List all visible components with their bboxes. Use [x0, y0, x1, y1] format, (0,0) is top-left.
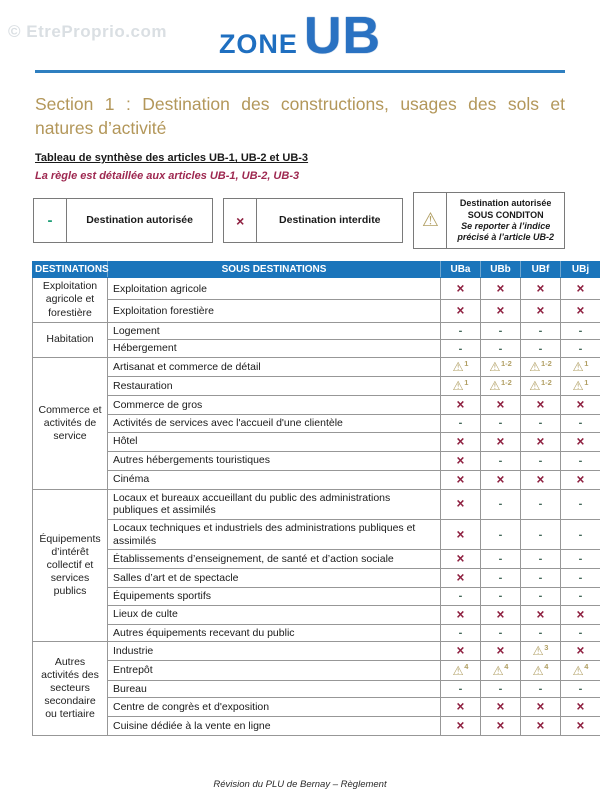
- dash-icon: -: [578, 417, 583, 430]
- cell-authorized: [561, 489, 600, 519]
- sub-destination-cell: Locaux techniques et industriels des administrations publiques et assimilés: [108, 519, 441, 549]
- synthesis-heading: Tableau de synthèse des articles UB-1, UB-2 et UB-3: [35, 152, 309, 165]
- cell-authorized: [561, 550, 600, 569]
- column-header-ubb: UBb: [481, 262, 521, 278]
- legend-conditional-line2: SOUS CONDITON: [467, 209, 544, 220]
- warning-icon: ⚠︎$^4$: [492, 662, 509, 678]
- table-row: [33, 415, 600, 433]
- dash-icon: -: [498, 553, 503, 566]
- warning-icon: ⚠︎$^{1-2}$: [529, 377, 552, 394]
- zone-label: ZONE: [218, 29, 298, 59]
- table-header: [33, 262, 600, 278]
- cell-authorized: [481, 569, 521, 588]
- cross-icon: ×: [496, 397, 505, 413]
- cross-icon: ×: [456, 551, 465, 567]
- cross-icon: ×: [456, 471, 465, 487]
- cross-icon: ×: [496, 433, 505, 449]
- legend: [33, 192, 565, 249]
- cell-forbidden: [561, 432, 600, 451]
- warning-icon: ⚠︎$^3$: [532, 643, 549, 659]
- table-row: [33, 322, 600, 340]
- warning-index: 1: [584, 377, 589, 387]
- table-row: [33, 451, 600, 470]
- table-row: [33, 624, 600, 642]
- cell-forbidden: [481, 470, 521, 489]
- cross-icon: ×: [576, 699, 585, 715]
- cross-icon: ×: [576, 397, 585, 413]
- legend-conditional-line3: Se reporter à l’indice: [461, 220, 551, 231]
- sub-destination-cell: Logement: [108, 322, 441, 340]
- cross-icon: ×: [536, 397, 545, 413]
- warning-icon: ⚠︎$^1$: [452, 358, 469, 374]
- cross-icon: ×: [496, 718, 505, 734]
- cell-forbidden: [521, 605, 561, 624]
- destinations-table: [32, 261, 600, 736]
- sub-destination-cell: Industrie: [108, 642, 441, 661]
- cell-forbidden: [481, 432, 521, 451]
- cell-conditional: [481, 376, 521, 395]
- dash-icon: -: [538, 572, 543, 585]
- table-row: [33, 588, 600, 606]
- dash-icon: -: [538, 498, 543, 511]
- cell-forbidden: [441, 451, 481, 470]
- cell-authorized: [481, 588, 521, 606]
- dash-icon: -: [538, 553, 543, 566]
- sub-destination-cell: Salles d’art et de spectacle: [108, 569, 441, 588]
- cell-authorized: [481, 680, 521, 698]
- sub-destination-cell: Équipements sportifs: [108, 588, 441, 606]
- rule-note: La règle est détaillée aux articles UB-1, UB-2, UB-3: [35, 170, 300, 183]
- cell-conditional: [521, 376, 561, 395]
- legend-authorized: [33, 198, 213, 243]
- table-row: [33, 519, 600, 549]
- warning-icon: ⚠︎: [414, 193, 447, 248]
- table-row: [33, 300, 600, 322]
- cross-icon: ×: [576, 303, 585, 319]
- cell-conditional: [441, 357, 481, 376]
- dash-icon: -: [498, 417, 503, 430]
- cell-authorized: [561, 624, 600, 642]
- dash-icon: -: [538, 454, 543, 467]
- destination-group-cell: Autres activités des secteurs secondaire ou tertiaire: [33, 642, 108, 736]
- table-row: [33, 661, 600, 680]
- dash-icon: -: [458, 342, 463, 355]
- dash-icon: -: [458, 682, 463, 695]
- cell-authorized: [521, 680, 561, 698]
- table-row: [33, 376, 600, 395]
- sub-destination-cell: Exploitation forestière: [108, 300, 441, 322]
- table-row: [33, 432, 600, 451]
- dash-icon: -: [498, 342, 503, 355]
- cross-icon: ×: [496, 699, 505, 715]
- cell-forbidden: [521, 278, 561, 300]
- cross-icon: ×: [456, 433, 465, 449]
- cell-authorized: [561, 680, 600, 698]
- dash-icon: -: [578, 528, 583, 541]
- cell-forbidden: [521, 432, 561, 451]
- cross-icon: ×: [576, 606, 585, 622]
- cross-icon: ×: [576, 643, 585, 659]
- cell-forbidden: [441, 569, 481, 588]
- column-header-destinations: DESTINATIONS: [33, 262, 108, 278]
- cell-forbidden: [561, 396, 600, 415]
- legend-conditional-line1: Destination autorisée: [459, 198, 552, 209]
- cross-icon: ×: [496, 606, 505, 622]
- column-header-uba: UBa: [441, 262, 481, 278]
- cross-icon: ×: [536, 718, 545, 734]
- cross-icon: ×: [456, 606, 465, 622]
- sub-destination-cell: Cinéma: [108, 470, 441, 489]
- cell-forbidden: [441, 489, 481, 519]
- cross-icon: ×: [536, 699, 545, 715]
- table-row: [33, 569, 600, 588]
- cross-icon: ×: [456, 718, 465, 734]
- sub-destination-cell: Commerce de gros: [108, 396, 441, 415]
- cell-forbidden: [481, 642, 521, 661]
- sub-destination-cell: Hébergement: [108, 340, 441, 358]
- cross-icon: ×: [536, 606, 545, 622]
- cell-forbidden: [561, 470, 600, 489]
- cell-forbidden: [441, 698, 481, 717]
- destination-group-cell: Habitation: [33, 322, 108, 357]
- cell-authorized: [561, 569, 600, 588]
- dash-icon: -: [538, 528, 543, 541]
- cell-forbidden: [441, 642, 481, 661]
- section-title: Section 1 : Destination des constructions, usages des sols et natures d’activité: [35, 94, 565, 138]
- sub-destination-cell: Bureau: [108, 680, 441, 698]
- cross-icon: ×: [576, 471, 585, 487]
- cell-authorized: [481, 415, 521, 433]
- sub-destination-cell: Entrepôt: [108, 661, 441, 680]
- warning-icon: ⚠︎$^{1-2}$: [489, 358, 512, 374]
- cross-icon: ×: [456, 452, 465, 468]
- cross-icon: ×: [536, 280, 545, 296]
- cell-conditional: [481, 357, 521, 376]
- cell-forbidden: [481, 300, 521, 322]
- cell-forbidden: [481, 278, 521, 300]
- table-row: [33, 642, 600, 661]
- cell-authorized: [561, 322, 600, 340]
- column-header-sous-destinations: SOUS DESTINATIONS: [108, 262, 441, 278]
- warning-index: 1-2: [500, 358, 512, 368]
- cell-conditional: [481, 661, 521, 680]
- cross-icon: ×: [536, 433, 545, 449]
- cell-conditional: [521, 661, 561, 680]
- cell-authorized: [561, 340, 600, 358]
- cell-conditional: [561, 357, 600, 376]
- cross-icon: ×: [224, 199, 257, 242]
- cell-authorized: [521, 624, 561, 642]
- warning-icon: ⚠︎$^4$: [532, 662, 549, 678]
- cross-icon: ×: [456, 397, 465, 413]
- sub-destination-cell: Autres hébergements touristiques: [108, 451, 441, 470]
- cross-icon: ×: [456, 280, 465, 296]
- cell-authorized: [521, 588, 561, 606]
- cross-icon: ×: [456, 570, 465, 586]
- cell-authorized: [521, 415, 561, 433]
- table-row: [33, 340, 600, 358]
- sub-destination-cell: Activités de services avec l'accueil d'une clientèle: [108, 415, 441, 433]
- dash-icon: -: [578, 553, 583, 566]
- cell-authorized: [481, 624, 521, 642]
- table-header-row: [33, 262, 600, 278]
- cell-forbidden: [561, 717, 600, 736]
- dash-icon: -: [458, 626, 463, 639]
- cell-conditional: [521, 357, 561, 376]
- cell-conditional: [441, 661, 481, 680]
- cell-conditional: [561, 376, 600, 395]
- table-row: [33, 278, 600, 300]
- cell-forbidden: [481, 396, 521, 415]
- legend-forbidden: [223, 198, 403, 243]
- cross-icon: ×: [456, 496, 465, 512]
- cell-forbidden: [441, 432, 481, 451]
- cell-forbidden: [561, 605, 600, 624]
- warning-icon: ⚠︎$^{1-2}$: [529, 358, 552, 374]
- cell-forbidden: [441, 550, 481, 569]
- sub-destination-cell: Exploitation agricole: [108, 278, 441, 300]
- cell-authorized: [481, 451, 521, 470]
- dash-icon: -: [578, 324, 583, 337]
- dash-icon: -: [458, 590, 463, 603]
- cell-forbidden: [521, 300, 561, 322]
- legend-conditional-label: [447, 193, 564, 248]
- dash-icon: -: [498, 454, 503, 467]
- destination-group-cell: Commerce et activités de service: [33, 357, 108, 489]
- cell-forbidden: [441, 470, 481, 489]
- cross-icon: ×: [496, 643, 505, 659]
- cell-authorized: [521, 451, 561, 470]
- dash-icon: -: [498, 324, 503, 337]
- cell-authorized: [441, 680, 481, 698]
- cell-authorized: [561, 519, 600, 549]
- dash-icon: -: [458, 417, 463, 430]
- table-row: [33, 717, 600, 736]
- destination-group-cell: Exploitation agricole et forestière: [33, 278, 108, 322]
- cross-icon: ×: [496, 303, 505, 319]
- warning-index: 1: [584, 358, 589, 368]
- cell-conditional: [561, 661, 600, 680]
- watermark: © EtreProprio.com: [8, 22, 167, 41]
- cross-icon: ×: [456, 526, 465, 542]
- cell-authorized: [521, 322, 561, 340]
- cell-forbidden: [481, 698, 521, 717]
- cell-authorized: [561, 415, 600, 433]
- cell-forbidden: [521, 717, 561, 736]
- cell-forbidden: [441, 396, 481, 415]
- dash-icon: -: [578, 682, 583, 695]
- sub-destination-cell: Autres équipements recevant du public: [108, 624, 441, 642]
- cross-icon: ×: [536, 303, 545, 319]
- cell-forbidden: [561, 278, 600, 300]
- cell-authorized: [561, 588, 600, 606]
- warning-index: 4: [584, 662, 589, 672]
- sub-destination-cell: Restauration: [108, 376, 441, 395]
- cross-icon: ×: [496, 471, 505, 487]
- sub-destination-cell: Établissements d’enseignement, de santé et d’action sociale: [108, 550, 441, 569]
- sub-destination-cell: Lieux de culte: [108, 605, 441, 624]
- cell-forbidden: [521, 698, 561, 717]
- dash-icon: -: [498, 528, 503, 541]
- cross-icon: ×: [456, 643, 465, 659]
- dash-icon: -: [538, 590, 543, 603]
- cell-conditional: [521, 642, 561, 661]
- sub-destination-cell: Centre de congrès et d'exposition: [108, 698, 441, 717]
- cross-icon: ×: [496, 280, 505, 296]
- cell-forbidden: [481, 717, 521, 736]
- column-header-ubf: UBf: [521, 262, 561, 278]
- dash-icon: -: [538, 626, 543, 639]
- warning-index: 4: [544, 662, 549, 672]
- dash-icon: -: [578, 454, 583, 467]
- cell-authorized: [441, 415, 481, 433]
- column-header-ubj: UBj: [561, 262, 600, 278]
- warning-icon: ⚠︎$^1$: [452, 377, 469, 394]
- table-row: [33, 680, 600, 698]
- cell-authorized: [521, 340, 561, 358]
- dash-icon: -: [458, 324, 463, 337]
- dash-icon: -: [538, 682, 543, 695]
- warning-icon: ⚠︎$^{1-2}$: [489, 377, 512, 394]
- table-row: [33, 396, 600, 415]
- cell-authorized: [481, 519, 521, 549]
- header-divider: [35, 70, 565, 73]
- cell-authorized: [481, 489, 521, 519]
- cell-forbidden: [441, 519, 481, 549]
- cell-forbidden: [441, 717, 481, 736]
- cell-forbidden: [521, 396, 561, 415]
- table-body: [33, 278, 600, 736]
- cross-icon: ×: [456, 699, 465, 715]
- dash-icon: -: [498, 498, 503, 511]
- warning-index: 4: [464, 662, 469, 672]
- cell-authorized: [441, 340, 481, 358]
- dash-icon: -: [578, 590, 583, 603]
- sub-destination-cell: Artisanat et commerce de détail: [108, 357, 441, 376]
- dash-icon: -: [34, 199, 67, 242]
- page-footer: Révision du PLU de Bernay – Règlement: [213, 779, 387, 790]
- cell-forbidden: [441, 605, 481, 624]
- dash-icon: -: [498, 626, 503, 639]
- cross-icon: ×: [456, 303, 465, 319]
- warning-index: 1: [464, 358, 469, 368]
- dash-icon: -: [578, 498, 583, 511]
- legend-authorized-label: Destination autorisée: [86, 214, 193, 227]
- legend-conditional: [413, 192, 565, 249]
- cell-authorized: [521, 569, 561, 588]
- sub-destination-cell: Hôtel: [108, 432, 441, 451]
- table-row: [33, 550, 600, 569]
- cell-authorized: [561, 451, 600, 470]
- cross-icon: ×: [576, 433, 585, 449]
- cell-forbidden: [441, 278, 481, 300]
- table-row: [33, 698, 600, 717]
- table-row: [33, 357, 600, 376]
- table-row: [33, 605, 600, 624]
- cross-icon: ×: [536, 471, 545, 487]
- dash-icon: -: [578, 626, 583, 639]
- warning-index: 1-2: [500, 377, 512, 387]
- cell-conditional: [441, 376, 481, 395]
- cross-icon: ×: [576, 718, 585, 734]
- warning-index: 3: [544, 643, 549, 653]
- dash-icon: -: [538, 342, 543, 355]
- cell-authorized: [481, 322, 521, 340]
- dash-icon: -: [498, 572, 503, 585]
- legend-conditional-line4: précisé à l’article UB-2: [457, 232, 554, 242]
- warning-index: 1: [464, 377, 469, 387]
- cell-authorized: [481, 340, 521, 358]
- warning-icon: ⚠︎$^4$: [452, 662, 469, 678]
- dash-icon: -: [538, 324, 543, 337]
- cell-authorized: [481, 550, 521, 569]
- cell-authorized: [521, 489, 561, 519]
- sub-destination-cell: Locaux et bureaux accueillant du public des administrations publiques et assimilés: [108, 489, 441, 519]
- cell-forbidden: [561, 698, 600, 717]
- dash-icon: -: [578, 572, 583, 585]
- warning-icon: ⚠︎$^1$: [572, 358, 589, 374]
- warning-index: 1-2: [540, 358, 552, 368]
- warning-icon: ⚠︎$^4$: [572, 662, 589, 678]
- cell-forbidden: [521, 470, 561, 489]
- cell-authorized: [441, 322, 481, 340]
- warning-icon: ⚠︎$^1$: [572, 377, 589, 394]
- cell-authorized: [521, 550, 561, 569]
- warning-index: 1-2: [540, 377, 552, 387]
- cell-forbidden: [561, 642, 600, 661]
- warning-index: 4: [504, 662, 509, 672]
- table-row: [33, 470, 600, 489]
- cell-forbidden: [441, 300, 481, 322]
- destination-group-cell: Équipements d’intérêt collectif et services publics: [33, 489, 108, 642]
- zone-code: UB: [303, 7, 382, 65]
- cell-forbidden: [561, 300, 600, 322]
- cell-authorized: [441, 624, 481, 642]
- cell-forbidden: [481, 605, 521, 624]
- cell-authorized: [441, 588, 481, 606]
- dash-icon: -: [498, 682, 503, 695]
- dash-icon: -: [538, 417, 543, 430]
- dash-icon: -: [498, 590, 503, 603]
- cell-authorized: [521, 519, 561, 549]
- legend-forbidden-label: Destination interdite: [279, 214, 381, 227]
- dash-icon: -: [578, 342, 583, 355]
- sub-destination-cell: Cuisine dédiée à la vente en ligne: [108, 717, 441, 736]
- table-row: [33, 489, 600, 519]
- cross-icon: ×: [576, 280, 585, 296]
